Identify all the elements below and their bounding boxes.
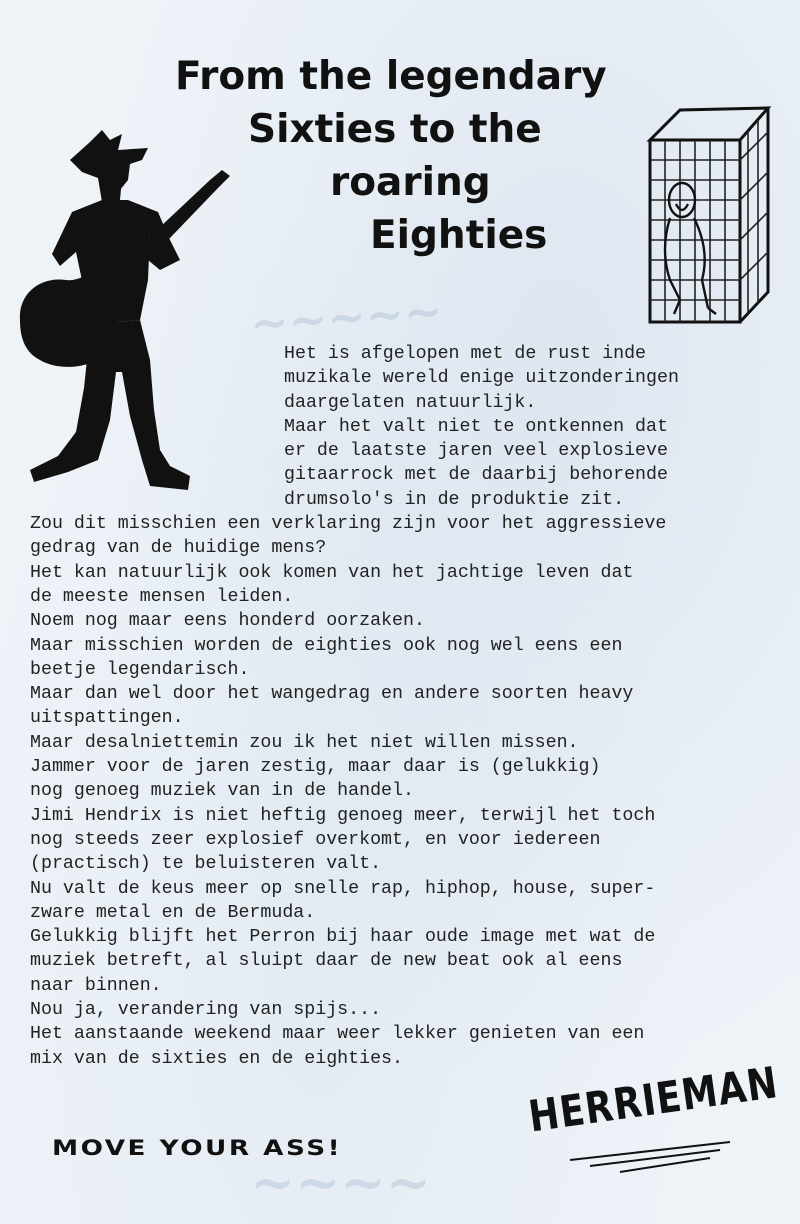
body-line: Het kan natuurlijk ook komen van het jachtige leven dat (30, 562, 634, 583)
headline-line-4: Eighties (370, 213, 548, 258)
headline-line-3: roaring (330, 160, 491, 205)
body-line: muzikale wereld enige uitzonderingen (284, 368, 679, 389)
body-line: drumsolo's in de produktie zit. (284, 489, 625, 510)
body-line: Het aanstaande weekend maar weer lekker genieten van een (30, 1024, 645, 1045)
body-line: nog steeds zeer explosief overkomt, en voor iedereen (30, 829, 601, 850)
body-line: Noem nog maar eens honderd oorzaken. (30, 611, 425, 632)
body-line: muziek betreft, al sluipt daar de new beat ook al eens (30, 951, 623, 972)
body-line: er de laatste jaren veel explosieve (284, 441, 668, 462)
body-line: de meeste mensen leiden. (30, 586, 294, 607)
caged-figure-illustration (640, 100, 775, 330)
body-line: Maar misschien worden de eighties ook nog wel eens een (30, 635, 623, 656)
body-line: Maar het valt niet te ontkennen dat (284, 416, 668, 437)
body-line: Nu valt de keus meer op snelle rap, hiphop, house, super- (30, 878, 656, 899)
body-line: Jammer voor de jaren zestig, maar daar is (gelukkig) (30, 757, 601, 778)
body-line: nog genoeg muziek van in de handel. (30, 781, 414, 802)
article-body (30, 342, 790, 1071)
body-line: Gelukkig blijft het Perron bij haar oude image met wat de (30, 927, 656, 948)
body-line: gitaarrock met de daarbij behorende (284, 465, 668, 486)
body-line: Het is afgelopen met de rust inde (284, 344, 647, 364)
body-line: Nou ja, verandering van spijs... (30, 1000, 382, 1021)
bleed-through-decoration: ~~~~~ (248, 283, 445, 351)
body-line: daargelaten natuurlijk. (284, 392, 537, 413)
body-line: beetje legendarisch. (30, 659, 250, 680)
body-line: naar binnen. (30, 975, 162, 996)
body-line: mix van de sixties en de eighties. (30, 1048, 403, 1069)
signature-flourish (560, 1120, 740, 1180)
body-line: Zou dit misschien een verklaring zijn voor het aggressieve (30, 514, 667, 535)
body-line: zware metal en de Bermuda. (30, 902, 316, 923)
body-line: uitspattingen. (30, 708, 184, 729)
headline-line-1: From the legendary (175, 54, 607, 99)
body-line: Maar dan wel door het wangedrag en andere soorten heavy (30, 684, 634, 705)
body-line: (practisch) te beluisteren valt. (30, 854, 382, 875)
headline-line-2: Sixties to the (248, 107, 542, 152)
body-line: gedrag van de huidige mens? (30, 538, 327, 559)
body-line: Maar desalniettemin zou ik het niet willen missen. (30, 732, 579, 753)
bleed-through-decoration: ~~~~ (250, 1150, 431, 1214)
slogan: MOVE YOUR ASS! (52, 1136, 343, 1160)
body-line: Jimi Hendrix is niet heftig genoeg meer, terwijl het toch (30, 805, 656, 826)
signature: HERRIEMAN (525, 1058, 782, 1143)
